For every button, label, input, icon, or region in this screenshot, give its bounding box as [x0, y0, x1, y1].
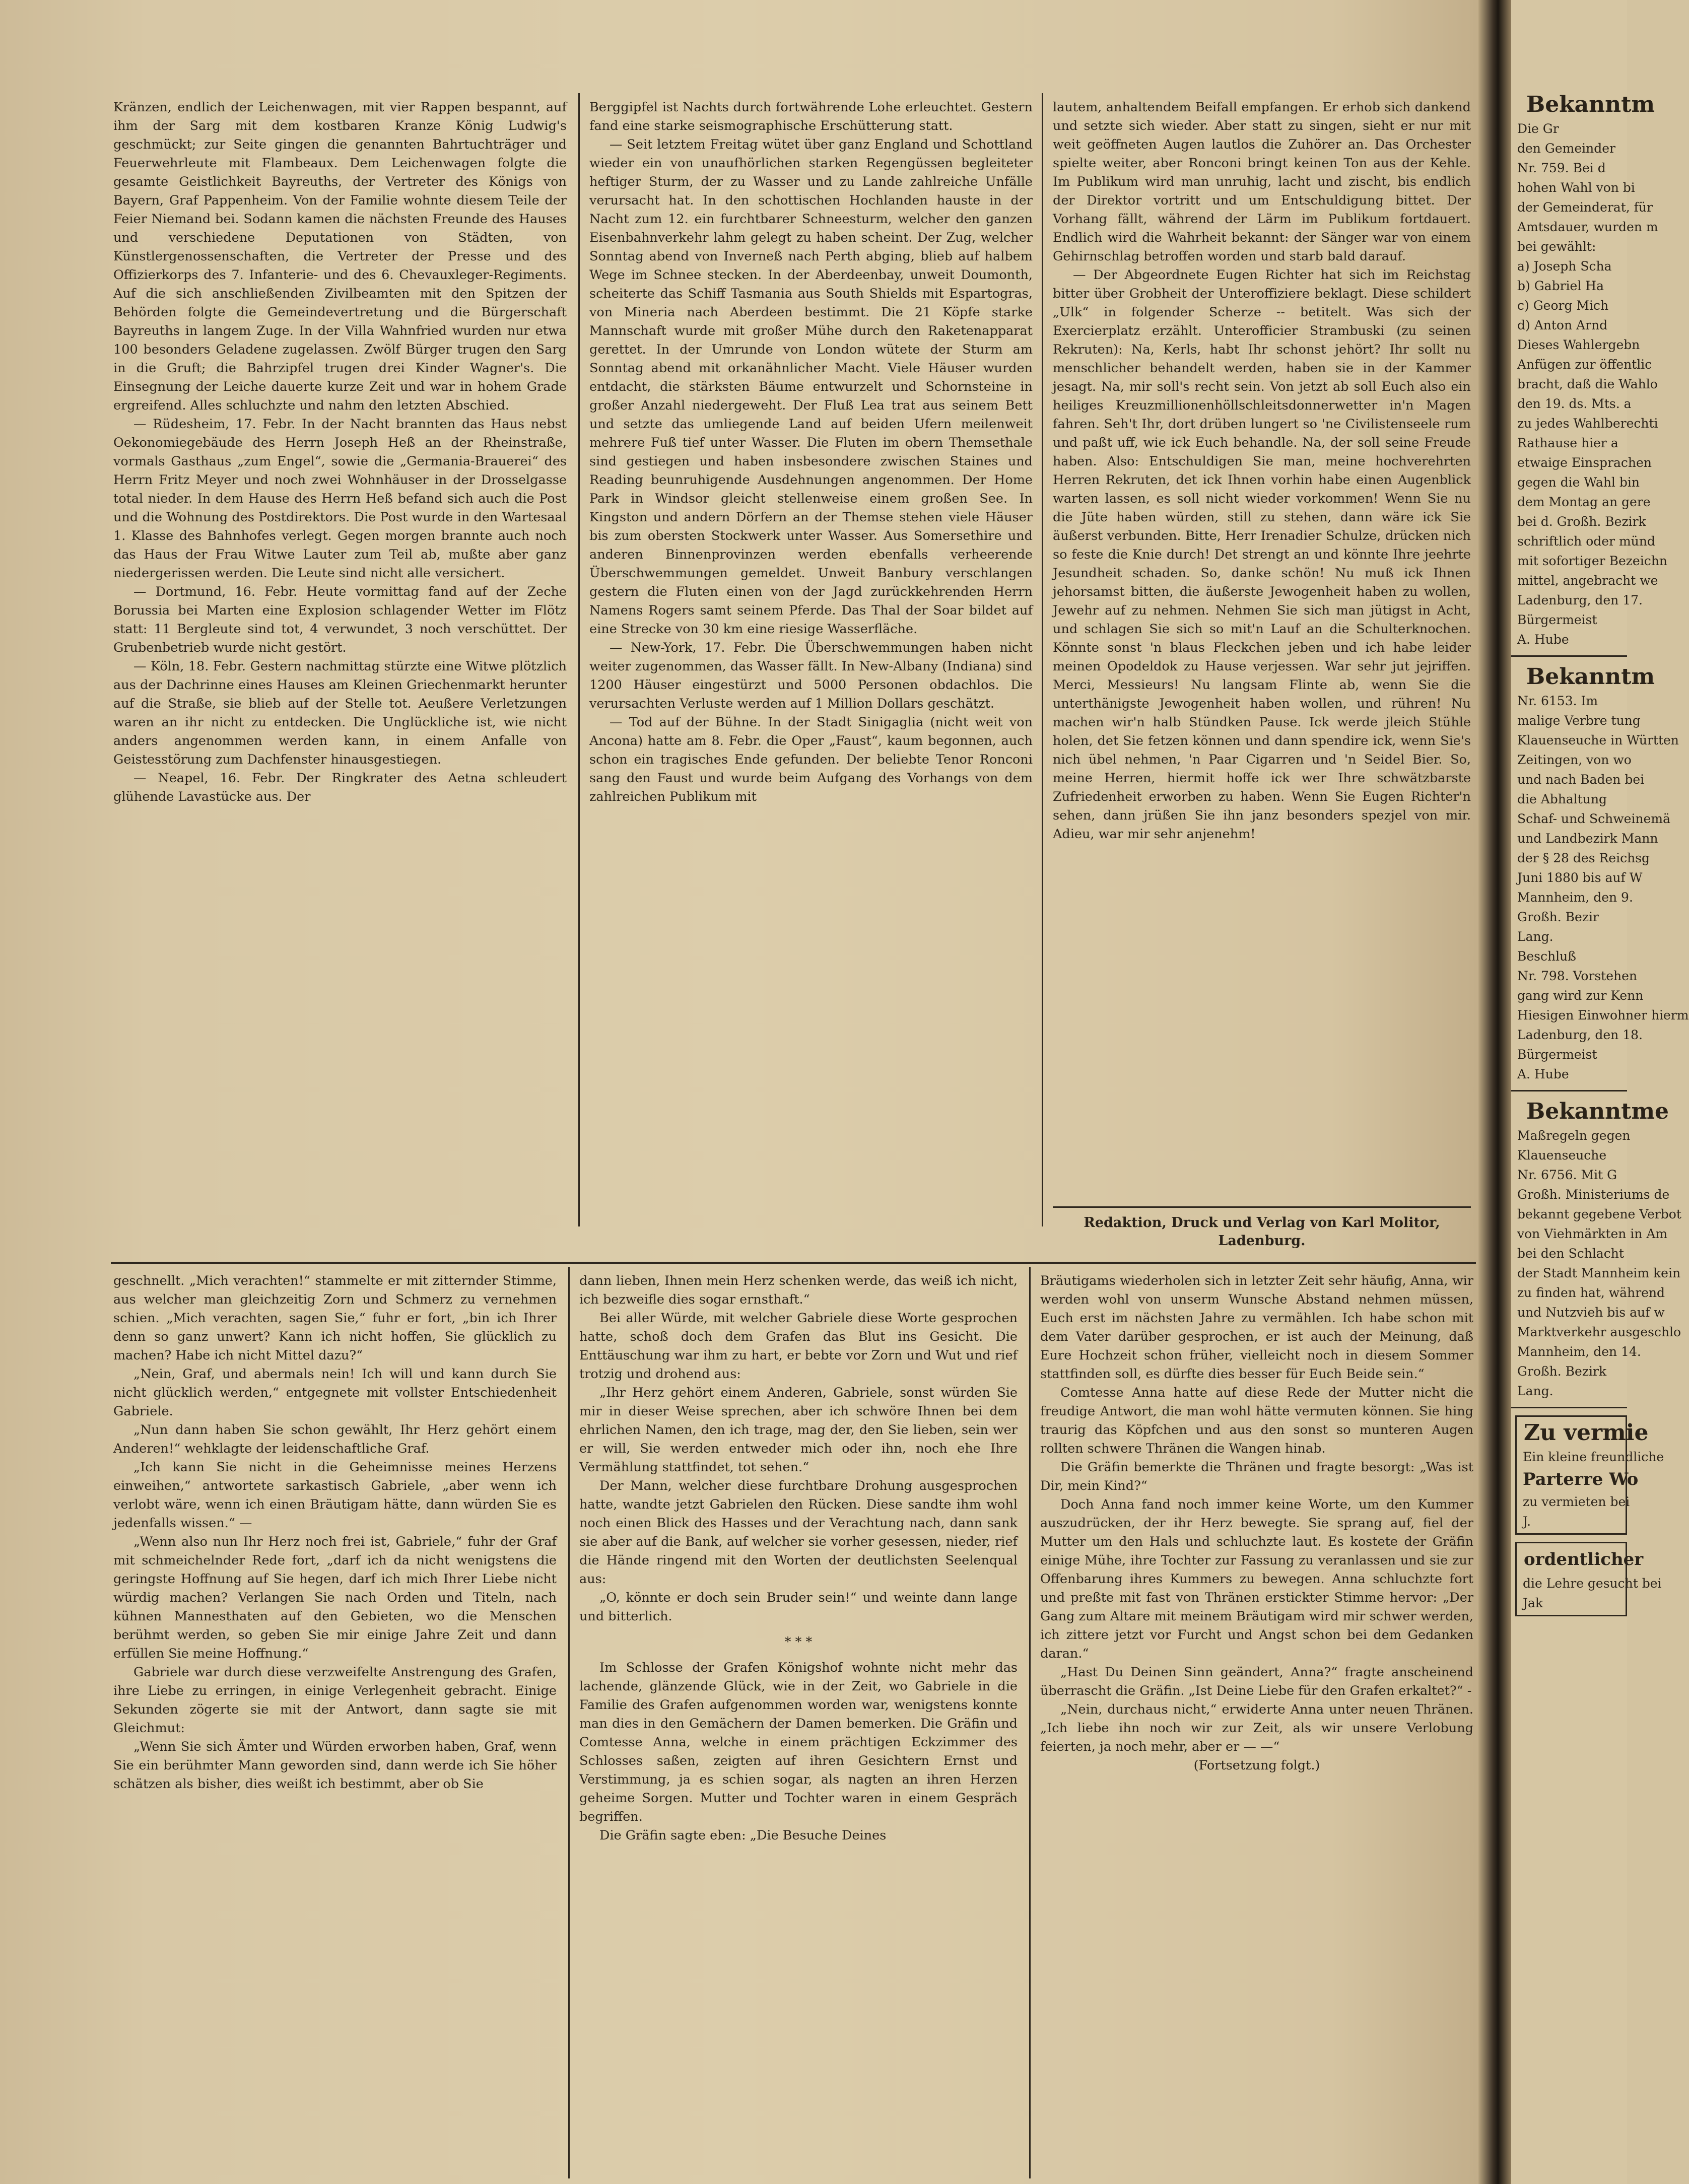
- article-paragraph: — Seit letztem Freitag wütet über ganz England und Schottland wieder ein von unaufhörlichen starken Regengüssen begleiteter heftiger Sturm, der zu Wasser und zu Lande zahlreiche Unfälle verursacht hat. In den schottischen Hochlanden hauste in der Nacht zum 12. ein furchtbarer Schneesturm, welcher den ganzen Eisenbahnverkehr lahm gelegt zu haben scheint. Der Zug, welcher Sonntag abend von Inverneß nach Perth abging, blieb auf halbem Wege im Schnee stecken. In der Aberdeenbay, unweit Doumonth, scheiterte das Schiff Tasmania aus South Shields mit Espartogras, von Mineria nach Aberdeen bestimmt. Die 21 Köpfe starke Mannschaft wurde mit großer Mühe durch den Raketenapparat gerettet. In der Umrunde von London wütete der Sturm am Sonntag abend mit orkanähnlicher Macht. Viele Häuser wurden entdacht, die stärksten Bäume entwurzelt und Schornsteine in großer Anzahl niedergeweht. Der Fluß Lea trat aus seinem Bett und setzte das umliegende Land auf beiden Ufern meilenweit mehrere Fuß tief unter Wasser. Die Fluten im obern Themsethale sind gestiegen und haben insbesondere zwischen Staines und Reading beunruhigende Ausdehnungen angenommen. Der Home Park in Windsor gleicht stellenweise einem großen See. In Kingston und andern Dörfern an der Themse stehen viele Häuser bis zum obersten Stockwerk unter Wasser. Aus Somersethire und anderen Binnenprovinzen werden ebenfalls verheerende Überschwemmungen gemeldet. Unweit Banbury verschlangen gestern die Fluten einen von der Jagd zurückkehrenden Herrn Namens Rogers samt seinem Pferde. Das Thal der Soar bildet auf eine Strecke von 30 km eine riesige Wasserfläche.: [589, 137, 1033, 637]
- feuilleton-divider: [111, 1262, 1476, 1264]
- imprint-place: Ladenburg.: [1218, 1233, 1306, 1249]
- announcement-text: Die Gr den Gemeinder Nr. 759. Bei d hohen Wahl von bi der Gemeinderat, für Amtsdauer, wurden m bei gewählt: a) Joseph Scha b) Gabriel Ha c) Georg Mich d) Anton Arnd Dieses Wahlergebn Anfügen zur öffentlic bracht, daß die Wahlo den 19. ds. Mts. a zu jedes Wahlberechti Rathause hier a etwaige Einsprachen gegen die Wahl bin dem Montag an gere bei d. Großh. Bezirk schriftlich oder münd mit sofortiger Bezeichn mittel, angebracht we Ladenburg, den 17. Bürgermeist A. Hube: [1517, 121, 1667, 647]
- imprint-line: Redaktion, Druck und Verlag von Karl Molitor,: [1084, 1215, 1440, 1231]
- upper-column-2: [589, 98, 1033, 1226]
- story-paragraph: „Nun dann haben Sie schon gewählt, Ihr Herz gehört einem Anderen!“ wehklagte der leidenschaftliche Graf.: [113, 1422, 557, 1456]
- announcement-heading: Bekanntm: [1526, 92, 1655, 117]
- credits-rule: [1053, 1206, 1471, 1208]
- ad-text: die Lehre gesucht bei Jak: [1523, 1576, 1662, 1610]
- article-paragraph: — Tod auf der Bühne. In der Stadt Sinigaglia (nicht weit von Ancona) hatte am 8. Febr. die Oper „Faust“, kaum begonnen, auch schon ein tragisches Ende gefunden. Der beliebte Tenor Ronconi sang den Faust und wurde beim Aufgang des Vorhangs von dem zahlreichen Publikum mit: [589, 715, 1033, 804]
- announcement-rule: [1511, 1407, 1627, 1408]
- article-paragraph: — New-York, 17. Febr. Die Überschwemmungen haben nicht weiter zugenommen, das Wasser fällt. In New-Albany (Indiana) sind 1200 Häuser eingestürzt und 5000 Personen obdachlos. Die verursachten Verluste werden auf 1 Million Dollars geschätzt.: [589, 640, 1033, 711]
- story-paragraph: Bräutigams wiederholen sich in letzter Zeit sehr häufig, Anna, wir werden wohl von unserm Wunsche Abstand nehmen müssen, Euch erst im nächsten Jahre zu vermählen. Ich habe schon mit dem Vater darüber gesprochen, er ist auch der Meinung, daß Eure Hochzeit schon früher, vielleicht noch in diesem Sommer stattfinden soll, es dürfte dies besser für Euch Beide sein.“: [1040, 1273, 1473, 1382]
- lower-column-3: [1040, 1272, 1473, 2178]
- rental-ad: [1515, 1415, 1664, 1535]
- story-paragraph: „O, könnte er doch sein Bruder sein!“ und weinte dann lange und bitterlich.: [579, 1590, 1018, 1624]
- adjacent-page: [1511, 0, 1689, 2184]
- announcement-text: Maßregeln gegen Klauenseuche Nr. 6756. Mit G Großh. Ministeriums de bekannt gegebene Verbot von Viehmärkten in Am bei den Schlacht der Stadt Mannheim kein zu finden hat, während und Nutzvieh bis auf w Marktverkehr ausgeschlo Mannheim, den 14. Großh. Bezirk Lang.: [1517, 1128, 1681, 1398]
- job-ad: [1515, 1542, 1662, 1616]
- story-paragraph: dann lieben, Ihnen mein Herz schenken werde, das weiß ich nicht, ich bezweifle dies sogar ernsthaft.“: [579, 1273, 1018, 1307]
- story-paragraph: Die Gräfin sagte eben: „Die Besuche Deines: [599, 1828, 887, 1843]
- section-break: * * *: [784, 1634, 813, 1650]
- story-paragraph: Gabriele war durch diese verzweifelte Anstrengung des Grafen, ihre Liebe zu erringen, in einige Verlegenheit gebracht. Einige Sekunden zögerte sie mit der Antwort, dann sagte sie mit Gleichmut:: [113, 1665, 557, 1736]
- story-paragraph: Die Gräfin bemerkte die Thränen und fragte besorgt: „Was ist Dir, mein Kind?“: [1040, 1460, 1473, 1493]
- announcement-rule: [1511, 655, 1627, 657]
- upper-column-3: [1053, 98, 1471, 1206]
- article-paragraph: — Dortmund, 16. Febr. Heute vormittag fand auf der Zeche Borussia bei Marten eine Explosion schlagender Wetter im Flötz statt: 11 Bergleute sind tot, 4 verwundet, 3 noch verschüttet. Der Grubenbetrieb wurde nicht gestört.: [113, 584, 567, 655]
- column-rule: [1042, 93, 1043, 1226]
- story-paragraph: „Wenn Sie sich Ämter und Würden erworben haben, Graf, wenn Sie ein berühmter Mann geworden sind, dann werde ich Sie höher schätzen als bisher, dies weißt ich bestimmt, aber ob Sie: [113, 1739, 557, 1792]
- story-paragraph: Bei aller Würde, mit welcher Gabriele diese Worte gesprochen hatte, schoß doch dem Grafen das Blut ins Gesicht. Die Enttäuschung war ihm zu hart, er bebte vor Zorn und Wut und rief trotzig und drohend aus:: [579, 1311, 1018, 1382]
- article-paragraph: lautem, anhaltendem Beifall empfangen. Er erhob sich dankend und setzte sich wieder. Aber statt zu singen, sieht er nur mit weit geöffneten Augen lautlos die Zuhörer an. Das Orchester spielte weiter, aber Ronconi bringt keinen Ton aus der Kehle. Im Publikum wird man unruhig, lacht und zischt, bis endlich der Direktor vortritt und um Entschuldigung bittet. Der Vorhang fällt, während der Lärm im Publikum fortdauert. Endlich wird die Wahrheit bekannt: der Sänger war von einem Gehirnschlag betroffen worden und starb bald darauf.: [1053, 100, 1471, 264]
- book-gutter: [1478, 0, 1511, 2184]
- article-paragraph: Berggipfel ist Nachts durch fortwährende Lohe erleuchtet. Gestern fand eine starke seismographische Erschütterung statt.: [589, 100, 1033, 133]
- story-paragraph: Comtesse Anna hatte auf diese Rede der Mutter nicht die freudige Antwort, die man wohl hätte vermuten können. Sie hing traurig das Köpfchen und aus den sonst so munteren Augen rollten schwere Thränen die Wangen hinab.: [1040, 1385, 1473, 1456]
- story-paragraph: „Hast Du Deinen Sinn geändert, Anna?“ fragte anscheinend überrascht die Gräfin. „Ist Deine Liebe für den Grafen erkaltet?“ -: [1040, 1665, 1473, 1698]
- story-paragraph: „Ich kann Sie nicht in die Geheimnisse meines Herzens einweihen,“ antwortete sarkastisch Gabriele, „aber wenn ich verlobt wäre, wenn ich einen Bräutigam hätte, dann würden Sie es jedenfalls wissen.“ —: [113, 1460, 557, 1531]
- column-rule: [578, 93, 580, 1226]
- article-paragraph: — Der Abgeordnete Eugen Richter hat sich im Reichstag bitter über Grobheit der Unteroffiziere beklagt. Diese schildert „Ulk“ in folgender Scherze -- betitelt. Was sich der Exercierplatz erzählt. Unterofficier Strambuski (zu seinen Rekruten): Na, Kerls, habt Ihr schonst jehört? Ihr sollt nu menschlicher behandelt werden, haben sie in der Kammer jesagt. Na, mir soll's recht sein. Von jetzt ab soll Euch also ein heiliges Kreuzmillionenhöllschleitsdonnerwetter in'n Magen fahren. Seh't Ihr, dort drüben lungert so 'ne Civilistenseele rum und paßt uff, wie ick Euch behandle. Na, der soll seine Freude haben. Also: Entschuldigen Sie man, meine hochverehrten Herren Rekruten, det ick Ihnen vorhin habe einen Augenblick warten lassen, es soll nicht wieder vorkommen! Wenn Sie nu die Jüte haben würden, still zu stehen, dann wäre ick Sie äußerst verbunden. Bitte, Herr Irenadier Schulze, drücken nich so feste die Knie durch! Det strengt an und könnte Ihre jeehrte Jesundheit schaden. So, danke schön! Nu muß ick Ihnen jehorsamst bitten, die äußerste Jewogenheit haben zu wollen, Jewehr auf zu nehmen. Nehmen Sie sich man jütigst in Acht, und schlagen Sie sich so mit'n Lauf an die Schulterknochen. Könnte sonst 'n blaus Fleckchen jeben und ich habe leider meinen Opodeldok zu Hause verjessen. War sehr jut jejriffen. Merci, Messieurs! Nu langsam Flinte ab, wenn Sie die unterthänigste Jewogenheit haben wollen, und rühren! Nu machen wir'n halb Stündken Pause. Ick werde jleich Stühle holen, det Sie fetzen können und dann spendire ick, wenn Sie's nich übel nehmen, 'n Paar Cigarren und 'n Seidel Bier. So, meine Herren, hiermit hoffe ick wer Ihre schwätzbarste Zufriedenheit erworben zu haben. Wenn Sie Eugen Richter'n sehen, dann jrüßen Sie ihn janz besonders spezjel von mir. Adieu, war mir sehr anjenehm!: [1053, 267, 1471, 842]
- article-paragraph: — Köln, 18. Febr. Gestern nachmittag stürzte eine Witwe plötzlich aus der Dachrinne eines Hauses am Kleinen Griechenmarkt herunter auf die Straße, sie blieb auf der Stelle tot. Aeußere Verletzungen waren an ihr nicht zu entdecken. Die Unglückliche ist, wie nicht anders angenommen werden kann, in einem Anfalle von Geistesstörung zum Dachfenster hinausgestiegen.: [113, 659, 567, 767]
- continuation-note: (Fortsetzung folgt.): [1193, 1758, 1320, 1773]
- story-paragraph: „Ihr Herz gehört einem Anderen, Gabriele, sonst würden Sie mir in dieser Weise sprechen, aber ich schwöre Ihnen bei dem ehrlichen Namen, den ich trage, mag der, den Sie lieben, sein wer er will, Sie werden entweder mich oder ihn, noch ehe Ihre Vermählung stattfindet, tot sehen.“: [579, 1385, 1018, 1475]
- article-paragraph: — Rüdesheim, 17. Febr. In der Nacht brannten das Haus nebst Oekonomiegebäude des Herrn Joseph Heß an der Rheinstraße, vormals Gasthaus „zum Engel“, sowie die „Germania-Brauerei“ des Herrn Fritz Meyer und noch zwei Wohnhäuser in der Drosselgasse total nieder. In dem Hause des Herrn Heß befand sich auch die Post und die Wohnung des Postdirektors. Die Post wurde in den Wartesaal 1. Klasse des Bahnhofes verlegt. Gegen morgen brannte auch noch das Haus der Frau Witwe Lauter zum Teil ab, mußte aber ganz niedergerissen werden. Die Leute sind nicht alle versichert.: [113, 417, 567, 581]
- article-paragraph: Kränzen, endlich der Leichenwagen, mit vier Rappen bespannt, auf ihm der Sarg mit dem kostbaren Kranze König Ludwig's geschmückt; zur Seite gingen die genannten Bahrtuchträger und Feuerwehrleute mit Flambeaux. Dem Leichenwagen folgte die gesamte Geistlichkeit Bayreuths, der Vertreter des Königs von Bayern, Graf Pappenheim. Von der Familie wohnte diesem Teile der Feier Niemand bei. Sodann kamen die nächsten Freunde des Hauses und verschiedene Deputationen von Städten, von Künstlergenossenschaften, die Vertreter der Presse und des Offizierkorps des 7. Infanterie- und des 6. Chevauxleger-Regiments. Auf die sich anschließenden Zivilbeamten mit den Spitzen der Behörden folgte die Gemeindevertretung und die Bürgerschaft Bayreuths in langem Zuge. In der Villa Wahnfried wurden nur etwa 100 besonders Geladene zugelassen. Zwölf Bürger trugen den Sarg in die Gruft; die Bahrzipfel trugen drei Kinder Wagner's. Die Einsegnung der Leiche dauerte kurze Zeit und war in hohem Grade ergreifend. Alles schluchzte und nahm den letzten Abschied.: [113, 100, 567, 413]
- story-paragraph: „Nein, durchaus nicht,“ erwiderte Anna unter neuen Thränen. „Ich liebe ihn noch wir zur Zeit, als wir unsere Verlobung feierten, ja noch mehr, aber er — —“: [1040, 1702, 1473, 1754]
- story-paragraph: „Nein, Graf, und abermals nein! Ich will und kann durch Sie nicht glücklich werden,“ entgegnete mit vollster Entschiedenheit Gabriele.: [113, 1367, 557, 1419]
- ad-heading: ordentlicher: [1524, 1549, 1644, 1569]
- article-paragraph: — Neapel, 16. Febr. Der Ringkrater des Aetna schleudert glühende Lavastücke aus. Der: [113, 771, 567, 804]
- announcement-rule: [1511, 1090, 1627, 1091]
- lower-column-2: [579, 1272, 1018, 2178]
- announcement-heading: Bekanntm: [1526, 664, 1655, 690]
- story-paragraph: Doch Anna fand noch immer keine Worte, um den Kummer auszudrücken, der ihr Herz bewegte. Sie sprang auf, fiel der Mutter um den Hals und schluchzte laut. Es kostete der Gräfin einige Mühe, ihre Tochter zur Fassung zu veranlassen und sie zur Offenbarung ihres Kummers zu bewegen. Anna schluchzte fort und preßte mit fast von Thränen erstickter Stimme hervor: „Der Gang zum Altare mit meinem Bräutigam wird mir schwer werden, ich zittere jetzt vor Furcht und Angst schon bei dem Gedanken daran.“: [1040, 1497, 1473, 1661]
- story-paragraph: Der Mann, welcher diese furchtbare Drohung ausgesprochen hatte, wandte jetzt Gabrielen den Rücken. Diese sandte ihm wohl noch einen Blick des Hasses und der Verachtung nach, dann sank sie aber auf die Bank, auf welcher sie vorher gesessen, nieder, rief die Hände ringend mit den Worten der deutlichsten Seelenqual aus:: [579, 1478, 1018, 1587]
- story-paragraph: geschnellt. „Mich verachten!“ stammelte er mit zitternder Stimme, aus welcher man gleichzeitig Zorn und Schmerz zu vernehmen schien. „Mich verachten, sagen Sie,“ fuhr er fort, „bin ich Ihrer denn so ganz unwert? Kann ich nicht hoffen, Sie glücklich zu machen? Habe ich nicht Mittel dazu?“: [113, 1273, 557, 1363]
- announcement-heading: Bekanntme: [1526, 1099, 1669, 1124]
- ad-text: Ein kleine freundliche Parterre Wo zu vermieten bei J.: [1523, 1450, 1664, 1529]
- imprint: [1053, 1214, 1471, 1250]
- ad-heading: Zu vermie: [1524, 1420, 1649, 1446]
- column-rule: [1029, 1267, 1031, 2178]
- story-paragraph: „Wenn also nun Ihr Herz noch frei ist, Gabriele,“ fuhr der Graf mit schmeichelnder Rede fort, „darf ich da nicht wenigstens die geringste Hoffnung auf Sie hegen, darf ich mich Ihrer Liebe nicht würdig machen? Verlangen Sie nach Orden und Titeln, nach kühnen Mannesthaten auf den Gebieten, wo die Menschen berühmt werden, so geben Sie mir einige Jahre Zeit und dann erfüllen Sie meine Hoffnung.“: [113, 1534, 557, 1661]
- upper-column-1: [113, 98, 567, 1226]
- lower-column-1: [113, 1272, 557, 2178]
- column-rule: [568, 1267, 570, 2178]
- story-paragraph: Im Schlosse der Grafen Königshof wohnte nicht mehr das lachende, glänzende Glück, wie in der Zeit, wo Gabriele in die Familie des Grafen aufgenommen worden war, wenigstens konnte man dies in den Gemächern der Damen bemerken. Die Gräfin und Comtesse Anna, welche in einem prächtigen Eckzimmer des Schlosses saßen, zeigten auf ihren Gesichtern Ernst und Verstimmung, ja es schien sogar, als nagten an ihren Herzen geheime Sorgen. Mutter und Tochter waren in einem Gespräch begriffen.: [579, 1660, 1018, 1824]
- announcement-text: Nr. 6153. Im malige Verbre tung Klauenseuche in Württen Zeitingen, von wo und nach Baden bei die Abhaltung Schaf- und Schweinemä und Landbezirk Mann der § 28 des Reichsg Juni 1880 bis auf W Mannheim, den 9. Großh. Bezir Lang. Beschluß Nr. 798. Vorstehen gang wird zur Kenn Hiesigen Einwohner hierm Ladenburg, den 18. Bürgermeist A. Hube: [1517, 694, 1689, 1081]
